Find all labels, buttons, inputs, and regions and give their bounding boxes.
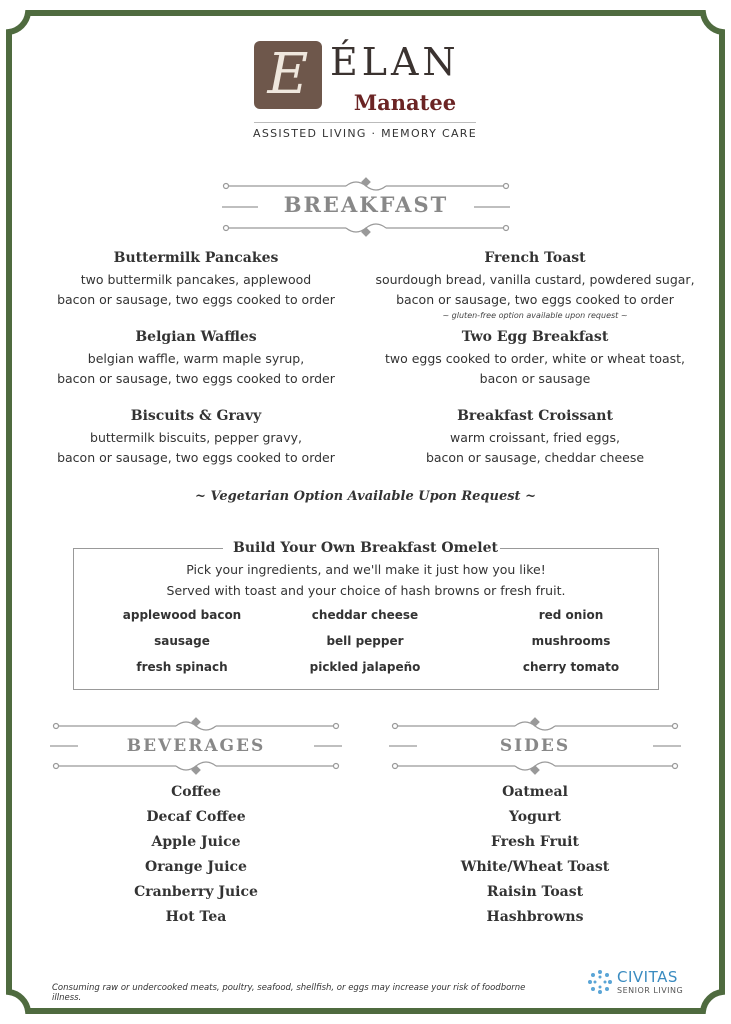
ingredient: red onion — [538, 608, 604, 622]
menu-item-name: Buttermilk Pancakes — [113, 250, 279, 266]
menu-item-desc-line: bacon or sausage, two eggs cooked to order — [57, 291, 335, 307]
menu-item-desc — [40, 349, 352, 388]
ingredient: pickled jalapeño — [309, 660, 421, 674]
gluten-free-note: ~ gluten-free option available upon request ~ — [442, 311, 628, 320]
menu-item-desc-line: bacon or sausage, two eggs cooked to order — [396, 291, 674, 307]
ingredient: mushrooms — [531, 634, 611, 648]
side-item: White/Wheat Toast — [460, 859, 610, 875]
beverage-item: Decaf Coffee — [146, 809, 246, 825]
omelet-description: Served with toast and your choice of hash browns or fresh fruit. — [166, 583, 566, 598]
beverage-item: Apple Juice — [151, 834, 241, 850]
civitas-subtitle: SENIOR LIVING — [617, 986, 684, 995]
menu-item-desc — [40, 270, 352, 309]
menu-item-desc-line: bacon or sausage, two eggs cooked to order — [57, 370, 335, 386]
menu-item-desc-line: bacon or sausage — [479, 370, 591, 386]
ingredient: cherry tomato — [522, 660, 620, 674]
beverage-item: Coffee — [171, 784, 221, 800]
vegetarian-note: ~ Vegetarian Option Available Upon Request ~ — [195, 489, 536, 504]
logo-letter: E — [267, 42, 309, 107]
menu-item-name: Belgian Waffles — [135, 329, 257, 345]
menu-item-name: Breakfast Croissant — [457, 408, 613, 424]
beverage-item: Hot Tea — [165, 909, 227, 925]
sides-title: SIDES — [499, 736, 571, 756]
brand-tagline: ASSISTED LIVING · MEMORY CARE — [253, 127, 477, 140]
menu-item-desc-line: belgian waffle, warm maple syrup, — [87, 351, 305, 366]
menu-item-desc — [372, 270, 698, 309]
beverage-item: Cranberry Juice — [134, 884, 258, 900]
brand-name: ÉLAN — [330, 40, 460, 84]
brand-location: Manatee — [353, 90, 457, 115]
menu-item-desc-line: bacon or sausage, cheddar cheese — [425, 449, 645, 465]
menu-item-desc — [372, 428, 698, 467]
side-item: Yogurt — [509, 809, 561, 825]
beverages-title: BEVERAGES — [126, 736, 266, 756]
ingredient: bell pepper — [326, 634, 404, 648]
menu-item-name: Two Egg Breakfast — [461, 329, 609, 345]
menu-item-desc-line: two buttermilk pancakes, applewood — [80, 272, 312, 287]
menu-item-desc-line: warm croissant, fried eggs, — [450, 430, 620, 445]
menu-item-name: French Toast — [484, 250, 586, 266]
menu-item-name: Biscuits & Gravy — [130, 408, 262, 424]
menu-item-desc — [372, 349, 698, 388]
ingredient: sausage — [154, 634, 210, 648]
breakfast-title: BREAKFAST — [283, 192, 449, 217]
side-item: Raisin Toast — [486, 884, 584, 900]
elan-logo — [254, 41, 322, 109]
civitas-name: CIVITAS — [617, 968, 678, 986]
omelet-description: Pick your ingredients, and we'll make it just how you like! — [186, 562, 546, 577]
menu-item-desc-line: two eggs cooked to order, white or wheat toast, — [384, 351, 686, 366]
civitas-logo-icon — [584, 966, 616, 998]
civitas-logo — [584, 966, 684, 998]
menu-item-desc-line: sourdough bread, vanilla custard, powdered sugar, — [375, 272, 695, 287]
menu-item-desc-line: bacon or sausage, two eggs cooked to order — [57, 449, 335, 465]
side-item: Hashbrowns — [486, 909, 584, 925]
menu-item-desc — [40, 428, 352, 467]
beverage-item: Orange Juice — [145, 859, 247, 875]
side-item: Oatmeal — [502, 784, 568, 800]
ingredient: applewood bacon — [122, 608, 242, 622]
omelet-title: Build Your Own Breakfast Omelet — [233, 540, 498, 556]
ingredient: fresh spinach — [136, 660, 228, 674]
menu-item-desc-line: buttermilk biscuits, pepper gravy, — [90, 430, 302, 445]
ingredient: cheddar cheese — [311, 608, 419, 622]
tagline-divider — [254, 122, 476, 123]
side-item: Fresh Fruit — [491, 834, 579, 850]
food-safety-disclaimer: Consuming raw or undercooked meats, poultry, seafood, shellfish, or eggs may increase your risk of foodborne illness. — [52, 983, 526, 1003]
